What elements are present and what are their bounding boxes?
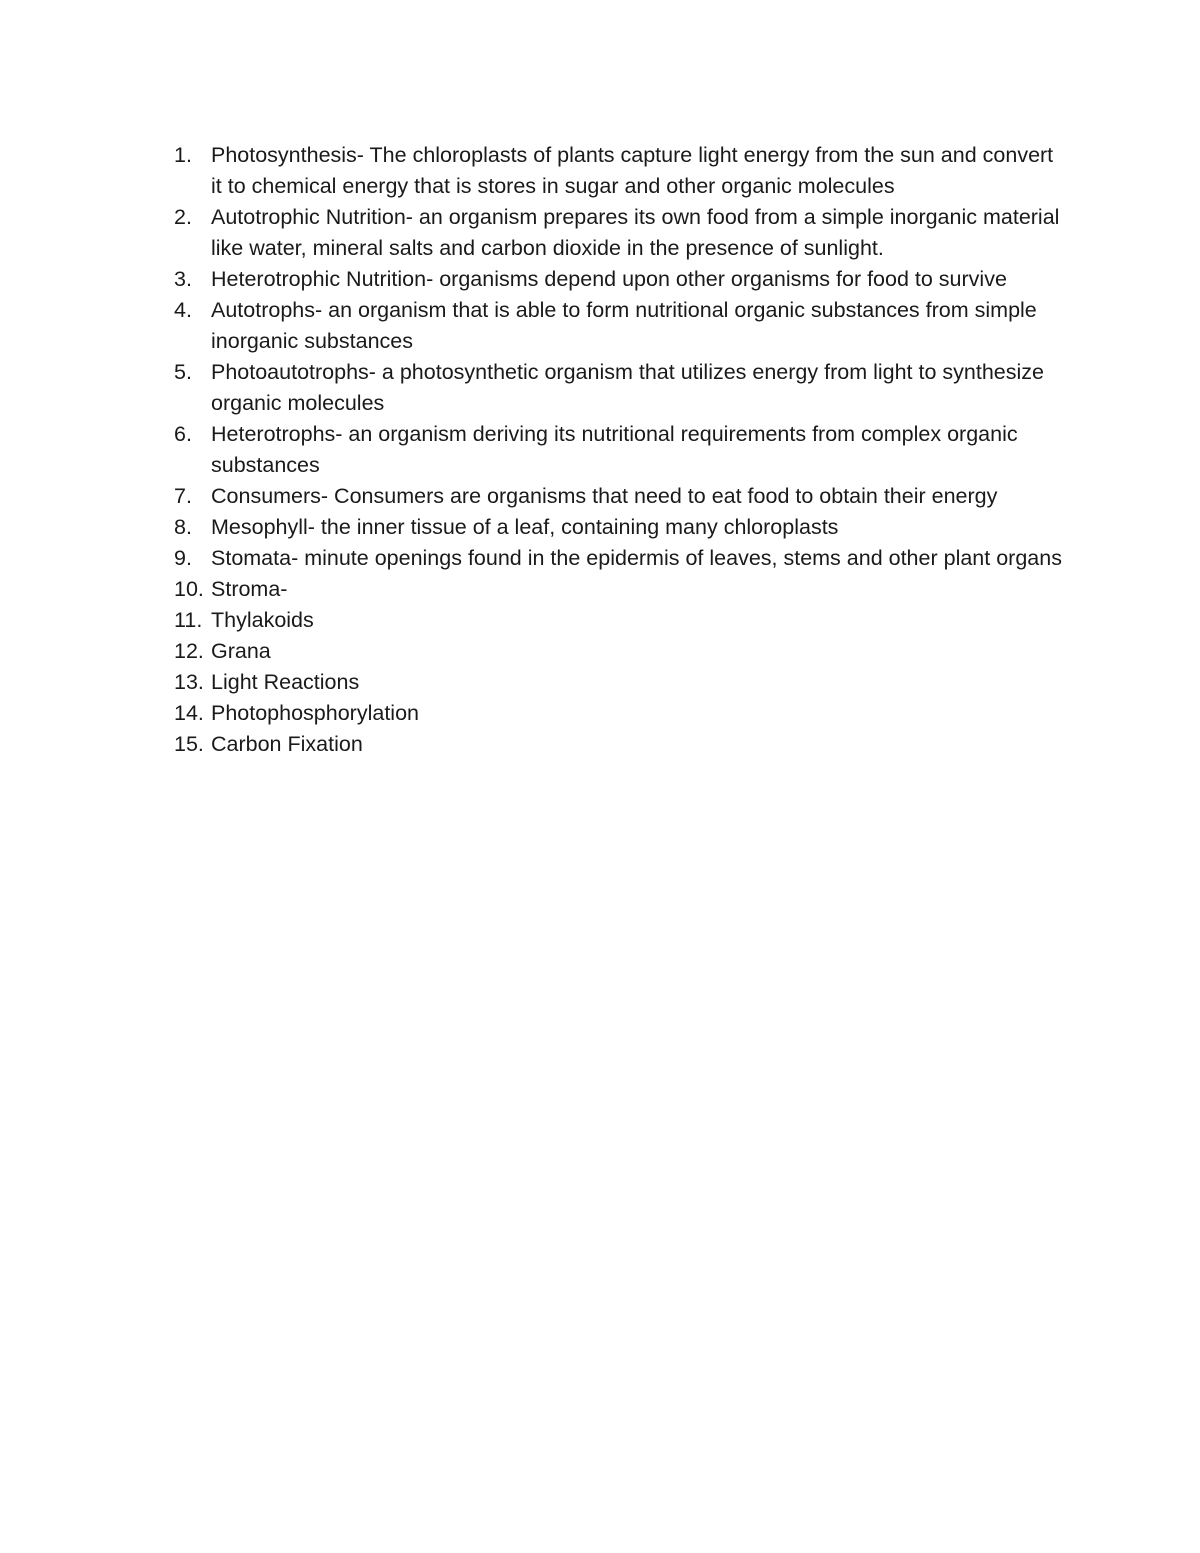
list-item-text: Heterotrophs- an organism deriving its nutritional requirements from complex organic substances bbox=[211, 422, 1018, 477]
list-item bbox=[174, 481, 1064, 512]
list-item-text: Stroma- bbox=[211, 577, 288, 601]
list-item bbox=[174, 729, 1064, 760]
list-item-text: Photoautotrophs- a photosynthetic organism that utilizes energy from light to synthesize organic molecules bbox=[211, 360, 1044, 415]
list-item-text: Mesophyll- the inner tissue of a leaf, containing many chloroplasts bbox=[211, 515, 839, 539]
list-item-text: Photosynthesis- The chloroplasts of plants capture light energy from the sun and convert it to chemical energy that is stores in sugar and other organic molecules bbox=[211, 143, 1054, 198]
list-item-text: Grana bbox=[211, 639, 271, 663]
list-item bbox=[174, 295, 1064, 357]
list-item bbox=[174, 357, 1064, 419]
list-item bbox=[174, 140, 1064, 202]
list-item-text: Photophosphorylation bbox=[211, 701, 419, 725]
list-item-text: Thylakoids bbox=[211, 608, 314, 632]
list-item-number: 13. bbox=[174, 670, 204, 694]
list-item-text: Heterotrophic Nutrition- organisms depend upon other organisms for food to survive bbox=[211, 267, 1007, 291]
list-item bbox=[174, 698, 1064, 729]
list-item-number: 12. bbox=[174, 639, 204, 663]
list-item bbox=[174, 605, 1064, 636]
list-item-text: Autotrophic Nutrition- an organism prepares its own food from a simple inorganic material like water, mineral salts and carbon dioxide in the presence of sunlight. bbox=[211, 205, 1060, 260]
list-item-number: 11. bbox=[174, 608, 203, 632]
list-item bbox=[174, 264, 1064, 295]
definition-list bbox=[174, 140, 1064, 760]
list-item-number: 14. bbox=[174, 701, 204, 725]
list-item-number: 15. bbox=[174, 732, 204, 756]
list-item-number: 3. bbox=[174, 267, 192, 291]
list-item bbox=[174, 636, 1064, 667]
list-item-number: 7. bbox=[174, 484, 192, 508]
list-item-number: 5. bbox=[174, 360, 192, 384]
list-item bbox=[174, 574, 1064, 605]
list-item-text: Carbon Fixation bbox=[211, 732, 363, 756]
list-item-number: 10. bbox=[174, 577, 204, 601]
list-item-text: Consumers- Consumers are organisms that need to eat food to obtain their energy bbox=[211, 484, 998, 508]
list-item-number: 9. bbox=[174, 546, 192, 570]
list-item bbox=[174, 419, 1064, 481]
list-item-number: 1. bbox=[174, 143, 192, 167]
list-item-number: 6. bbox=[174, 422, 192, 446]
list-item-number: 4. bbox=[174, 298, 192, 322]
list-item-number: 8. bbox=[174, 515, 192, 539]
list-item-text: Light Reactions bbox=[211, 670, 360, 694]
list-item bbox=[174, 512, 1064, 543]
list-item-number: 2. bbox=[174, 205, 192, 229]
list-item bbox=[174, 202, 1064, 264]
list-item bbox=[174, 667, 1064, 698]
list-item-text: Stomata- minute openings found in the epidermis of leaves, stems and other plant organs bbox=[211, 546, 1062, 570]
list-item bbox=[174, 543, 1064, 574]
list-item-text: Autotrophs- an organism that is able to form nutritional organic substances from simple inorganic substances bbox=[211, 298, 1037, 353]
